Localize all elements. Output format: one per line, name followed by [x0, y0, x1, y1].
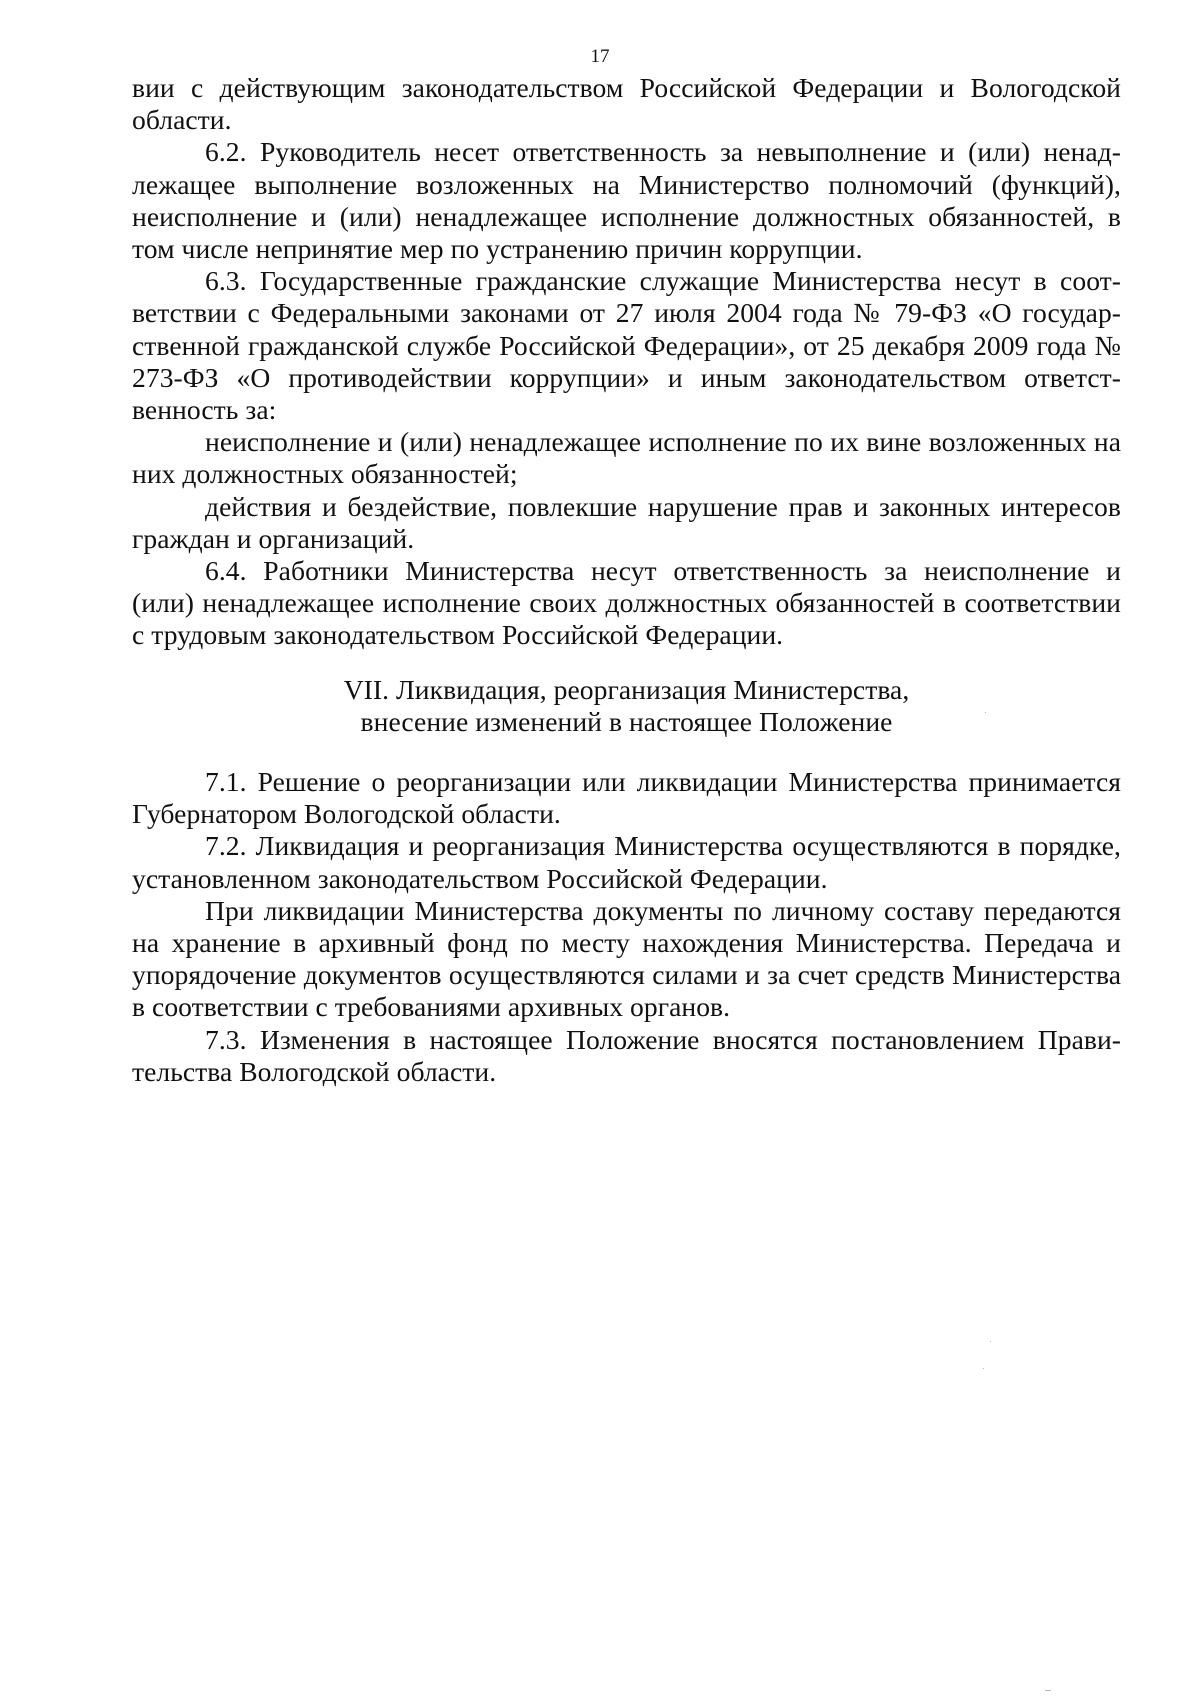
paragraph-6-3: 6.3. Государственные гражданские служащие Министерства несут в соответствии с Федеральными законами от 27 июля 2004 года № 79-ФЗ «О государственной гражданской службе Российской Федерации», от 25 декабря 2009 года № 273-ФЗ «О противодействии коррупции» и иным законодательством ответственность за: [132, 265, 1121, 426]
scan-speck [983, 1368, 984, 1369]
page-number: 17 [590, 46, 610, 67]
paragraph-7-2-archive: При ликвидации Министерства документы по личному составу передаются на хранение в архивный фонд по месту нахождения Министерства. Передача и упорядочение документов осуществляются силами и за счет средств Министерства в соответствии с требованиями архивных органов. [132, 894, 1121, 1023]
scan-speck [1045, 1690, 1051, 1691]
section-7-heading-line-2: внесение изменений в настоящее Положение [360, 705, 893, 737]
paragraph-7-2: 7.2. Ликвидация и реорганизация Министерства осуществляются в порядке, установленном законодательством Российской Федерации. [132, 830, 1121, 894]
paragraph-7-1: 7.1. Решение о реорганизации или ликвидации Министерства принимается Губернатором Вологодской области. [132, 766, 1121, 830]
paragraph-7-3: 7.3. Изменения в настоящее Положение вносятся постановлением Правительства Вологодской области. [132, 1023, 1121, 1087]
scan-speck [985, 712, 986, 713]
paragraph-continuation: вии с действующим законодательством Российской Федерации и Вологодской области. [132, 72, 1121, 136]
document-body [132, 72, 1121, 1088]
paragraph-6-3-item-duties: неисполнение и (или) ненадлежащее исполнение по их вине возложенных на них должностных обязанностей; [132, 426, 1121, 490]
scan-speck [990, 1341, 991, 1342]
paragraph-6-3-item-actions: действия и бездействие, повлекшие нарушение прав и законных интересов граждан и организаций. [132, 490, 1121, 554]
section-7-heading-line-1: VII. Ликвидация, реорганизация Министерства, [343, 673, 910, 705]
section-7-heading [132, 674, 1121, 738]
paragraph-6-2: 6.2. Руководитель несет ответственность за невыполнение и (или) ненадлежащее выполнение возложенных на Министерство полномочий (функций), неисполнение и (или) ненадлежащее исполнение должностных обязанностей, в том числе непринятие мер по устранению причин коррупции. [132, 136, 1121, 265]
paragraph-6-4: 6.4. Работники Министерства несут ответственность за неисполнение и (или) ненадлежащее исполнение своих должностных обязанностей в соответствии с трудовым законодательством Российской Федерации. [132, 555, 1121, 651]
